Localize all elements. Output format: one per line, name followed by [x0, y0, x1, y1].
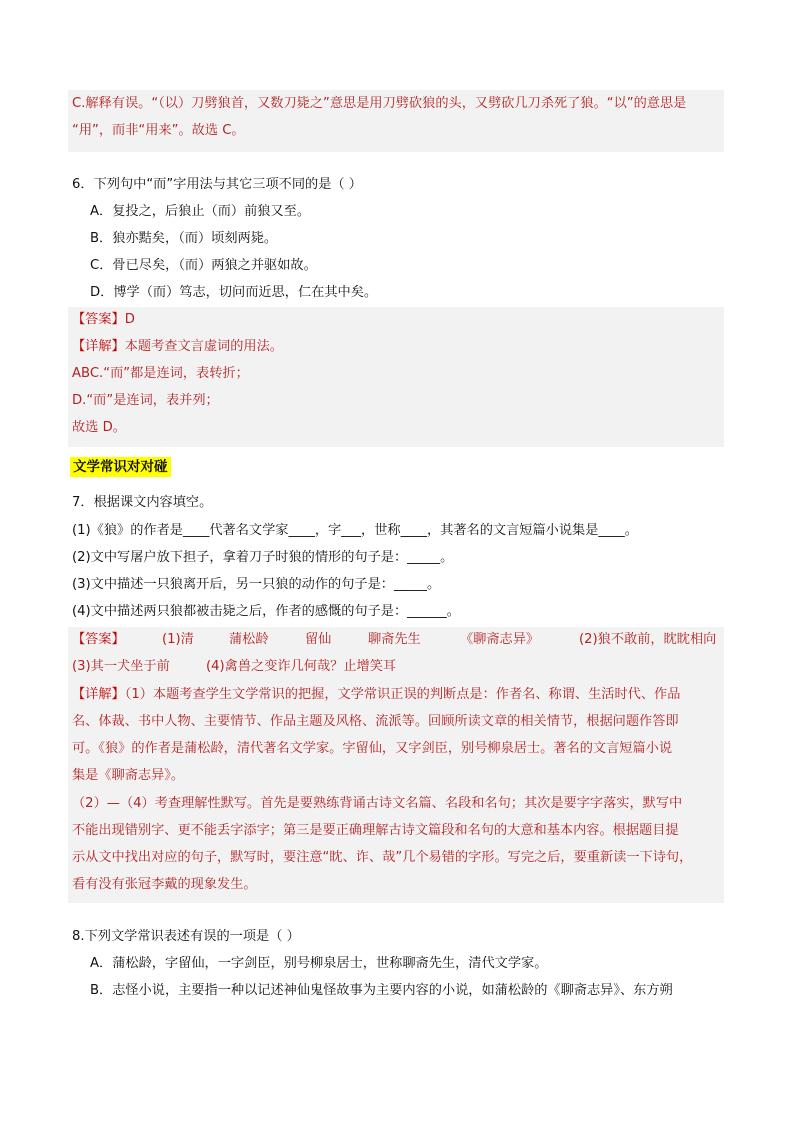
q6-stem: 6．下列句中“而”字用法与其它三项不同的是（ ） [72, 177, 362, 192]
q6-answer [72, 311, 135, 329]
answer-label: 【答案】 [72, 632, 125, 647]
answer-label: 【答案】 [72, 312, 125, 327]
q7-answer-line2 [72, 658, 397, 676]
q7-detail-line1 [72, 686, 680, 704]
answer-value: D [124, 312, 135, 327]
detail-text: （1）本题考查学生文学常识的把握，文学常识正误的判断点是：作者名、称谓、生活时代、作品 [124, 687, 681, 702]
q7-item-3: (3)文中描述一只狼离开后，另一只狼的动作的句子是：_____。 [72, 577, 441, 592]
answer-part: 留仙 [305, 632, 332, 647]
answer-part: 蒲松龄 [229, 632, 269, 647]
q7-item-2: (2)文中写屠户放下担子，拿着刀子时狼的情形的句子是：_____。 [72, 550, 454, 565]
q5-explain-line2: “用”，而非“用来”。故选 C。 [72, 123, 245, 138]
q6-detail [72, 338, 283, 356]
detail-text: 本题考查文言虚词的用法。 [124, 339, 283, 354]
q8-option-a: A．蒲松龄，字留仙，一字剑臣，别号柳泉居士，世称聊斋先生，清代文学家。 [90, 956, 548, 971]
answer-part: 《聊斋志异》 [460, 632, 540, 647]
q7-answer-line1 [72, 631, 717, 649]
detail-label: 【详解】 [72, 339, 125, 354]
q7-detail-line: 可。《狼》的作者是蒲松龄，清代著名文学家。字留仙，又字剑臣，别号柳泉居士。著名的文言短篇小说 [72, 741, 673, 756]
detail-label: 【详解】 [72, 687, 125, 702]
q7-detail-line: 看有没有张冠李戴的现象发生。 [72, 877, 257, 892]
answer-part: (4)禽兽之变诈几何哉？止增笑耳 [206, 659, 397, 674]
q6-detail-line: 故选 D。 [72, 420, 126, 435]
section-title: 文学常识对对碰 [70, 457, 171, 477]
q6-option-a: A．复投之，后狼止（而）前狼又至。 [90, 204, 311, 219]
q5-explain-line1: C.解释有误。“（以）刀劈狼首，又数刀毙之”意思是用刀劈砍狼的头，又劈砍几刀杀死了狼。“以”的意思是 [72, 96, 687, 111]
answer-part: 聊斋先生 [368, 632, 421, 647]
q6-option-d: D．博学（而）笃志，切问而近思，仁在其中矣。 [90, 285, 378, 300]
answer-part: (3)其一犬坐于前 [72, 659, 170, 674]
q7-item-4: (4)文中描述两只狼都被击毙之后，作者的感慨的句子是：______。 [72, 604, 460, 619]
q6-option-c: C．骨已尽矣，（而）两狼之并驱如故。 [90, 258, 317, 273]
q7-detail-line: 集是《聊斋志异》。 [72, 768, 185, 783]
q7-detail-line: （2）—（4）考查理解性默写。首先是要熟练背诵古诗文名篇、名段和名句；其次是要字字落实，默写中 [72, 796, 683, 811]
answer-part: (2)狼不敢前，眈眈相向 [579, 632, 717, 647]
answer-part: (1)清 [162, 632, 194, 647]
q7-item-1: (1)《狼》的作者是____代著名文学家____，字___，世称____，其著名的文言短篇小说集是____。 [72, 523, 638, 538]
q6-detail-line: ABC.“而”都是连词，表转折； [72, 366, 249, 381]
q7-detail-line: 名、体裁、书中人物、主要情节、作品主题及风格、流派等。回顾所读文章的相关情节，根据问题作答即 [72, 714, 679, 729]
q8-option-b: B．志怪小说，主要指一种以记述神仙鬼怪故事为主要内容的小说，如蒲松龄的《聊斋志异》、东方朔 [90, 983, 673, 998]
q6-detail-line: D.“而”是连词，表并列； [72, 393, 219, 408]
q6-option-b: B．狼亦黠矣，（而）顷刻两毙。 [90, 231, 278, 246]
q7-detail-line: 示从文中找出对应的句子，默写时，要注意“眈、诈、哉”几个易错的字形。写完之后，要重新读一下诗句， [72, 850, 693, 865]
q7-detail-line: 不能出现错别字、更不能丢字添字；第三是要正确理解古诗文篇段和名句的大意和基本内容。根据题目提 [72, 823, 679, 838]
q8-stem: 8.下列文学常识表述有误的一项是（ ） [72, 929, 300, 944]
q7-stem: 7．根据课文内容填空。 [72, 495, 213, 510]
